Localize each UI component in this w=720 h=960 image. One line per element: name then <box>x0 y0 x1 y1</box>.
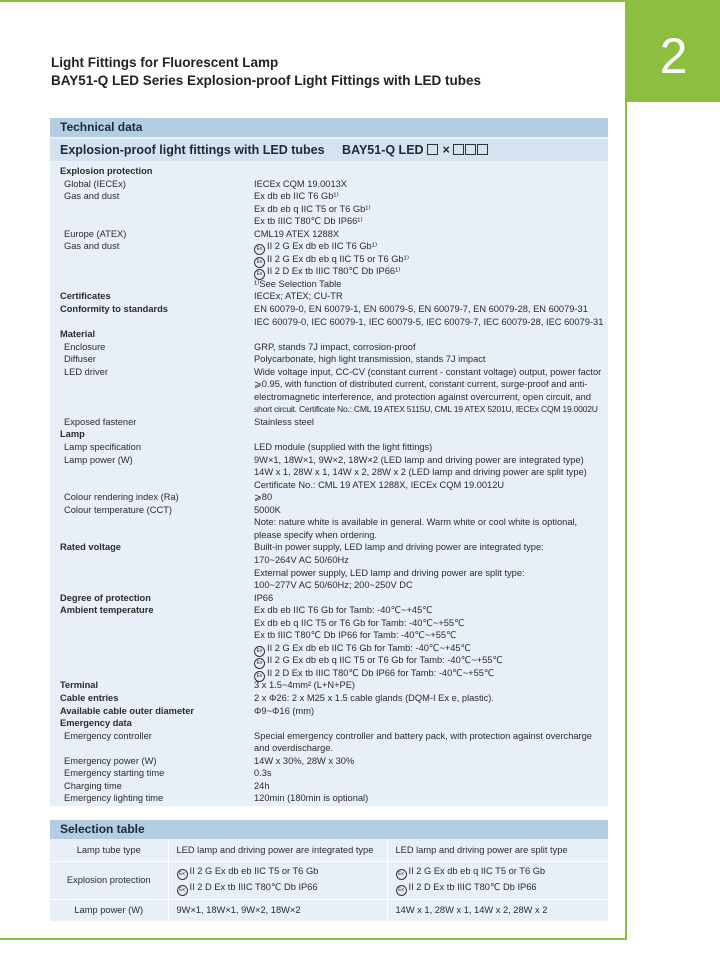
spec-row <box>50 441 608 454</box>
spec-value <box>254 792 368 805</box>
spec-label: Cable entries <box>60 692 119 703</box>
spec-value-text: Note: nature white is available in general. Warm white or cool white is optional, <box>254 517 578 528</box>
spec-label: Emergency power (W) <box>64 755 157 766</box>
chapter-number-tab: 2 <box>627 0 720 102</box>
selection-row-label: Lamp tube type <box>50 839 168 861</box>
spec-value <box>254 403 598 416</box>
spec-value-text: IEC 60079-0, IEC 60079-1, IEC 60079-5, IEC 60079-7, IEC 60079-28, IEC 60079-31 <box>254 316 604 327</box>
selection-table-panel <box>50 820 608 922</box>
selection-row <box>50 899 608 921</box>
spec-row <box>50 240 608 253</box>
spec-row <box>50 567 608 580</box>
selection-cell-text: 9W×1, 18W×1, 9W×2, 18W×2 <box>176 905 301 915</box>
spec-value-text: II 2 G Ex db eb IIC T6 Gb¹⁾ <box>267 241 378 252</box>
selection-cell <box>168 839 387 861</box>
selection-cell <box>387 839 608 861</box>
spec-value-text: Ex tb IIIC T80℃ Db IP66¹⁾ <box>254 216 363 227</box>
spec-value-text: 120min (180min is optional) <box>254 793 369 804</box>
spec-value-text: Special emergency controller and battery pack, with protection against overcharge <box>254 730 592 741</box>
spec-value <box>254 466 587 479</box>
spec-row <box>50 654 608 667</box>
selection-cell-text: LED lamp and driving power are split type <box>395 844 568 855</box>
spec-value <box>254 529 377 542</box>
spec-label: Diffuser <box>64 354 96 365</box>
spec-label: Terminal <box>60 680 99 691</box>
spec-value-text: IECEx; ATEX; CU-TR <box>254 291 343 302</box>
option-box-icon <box>453 144 464 155</box>
spec-label: Charging time <box>64 780 122 791</box>
spec-row <box>50 541 608 554</box>
selection-cell <box>387 861 608 899</box>
selection-cell <box>168 861 387 899</box>
spec-value <box>254 491 272 504</box>
spec-label: Certificates <box>60 291 111 302</box>
spec-value-text: EN 60079-0, EN 60079-1, EN 60079-5, EN 60079-7, EN 60079-28, EN 60079-31 <box>254 304 588 315</box>
spec-value <box>254 303 588 316</box>
spec-row <box>50 504 608 517</box>
spec-value <box>254 742 333 755</box>
spec-value-text: 170~264V AC 50/60Hz <box>254 554 349 565</box>
spec-value <box>254 541 544 554</box>
spec-value <box>254 767 272 780</box>
spec-row <box>50 416 608 429</box>
selection-cell-line <box>396 903 608 917</box>
ex-mark-icon: Ex <box>254 658 265 669</box>
spec-row <box>50 178 608 191</box>
spec-label: Rated voltage <box>60 542 121 553</box>
spec-value-text: Ex db eb IIC T6 Gb¹⁾ <box>254 191 339 202</box>
selection-cell-line <box>396 864 608 880</box>
spec-row <box>50 516 608 529</box>
spec-row <box>50 253 608 266</box>
spec-row <box>50 579 608 592</box>
spec-value <box>254 366 601 379</box>
spec-row <box>50 617 608 630</box>
spec-row <box>50 755 608 768</box>
spec-value <box>254 730 592 743</box>
spec-value-text: Certificate No.: CML 19 ATEX 1288X, IECEx CQM 19.0012U <box>254 479 505 490</box>
spec-value-text: Ex db eb q IIC T5 or T6 Gb for Tamb: -40℃~+55℃ <box>254 617 465 628</box>
spec-label: Lamp <box>60 429 85 440</box>
spec-row <box>50 203 608 216</box>
option-box-icon <box>477 144 488 155</box>
spec-value-text: II 2 G Ex db eb q IIC T5 or T6 Gb for Tamb: -40℃~+55℃ <box>267 655 503 666</box>
spec-label: Gas and dust <box>64 241 120 252</box>
technical-data-heading: Technical data <box>50 118 608 137</box>
ex-mark-icon: Ex <box>254 257 265 268</box>
spec-value <box>254 278 341 291</box>
spec-value <box>254 378 587 391</box>
spec-row <box>50 228 608 241</box>
spec-value-text: ⩾0.95, with function of distributed current, constant current, surge-proof and anti- <box>254 379 588 390</box>
spec-value-text: II 2 D Ex tb IIIC T80℃ Db IP66¹⁾ <box>267 266 401 277</box>
spec-value-text: and overdischarge. <box>254 743 334 754</box>
spec-value-text: Stainless steel <box>254 416 314 427</box>
spec-value-text: External power supply, LED lamp and driving power are split type: <box>254 567 525 578</box>
top-border-line <box>0 0 648 2</box>
spec-label: LED driver <box>64 366 108 377</box>
technical-data-panel <box>50 118 608 806</box>
ex-mark-icon: Ex <box>254 269 265 280</box>
spec-value-text: 3 x 1.5~4mm² (L+N+PE) <box>254 680 356 691</box>
spec-value-text: Wide voltage input, CC-CV (constant current - constant voltage) output, power factor <box>254 366 602 377</box>
spec-value-text: 24h <box>254 780 270 791</box>
bottom-border-line <box>0 938 627 940</box>
spec-label: Global (IECEx) <box>64 178 126 189</box>
page-title-line1: Light Fittings for Fluorescent Lamp <box>51 55 279 70</box>
spec-value <box>254 391 591 404</box>
spec-row <box>50 265 608 278</box>
spec-value-text: II 2 G Ex db eb IIC T6 Gb for Tamb: -40℃~+45℃ <box>267 642 471 653</box>
ex-mark-icon: Ex <box>254 671 265 682</box>
spec-value <box>254 203 371 216</box>
spec-label: Emergency controller <box>64 730 152 741</box>
spec-label: Gas and dust <box>64 191 120 202</box>
selection-row-label: Explosion protection <box>50 861 168 899</box>
spec-row <box>50 290 608 303</box>
spec-value-text: Ex tb IIIC T80℃ Db IP66 for Tamb: -40℃~+55℃ <box>254 630 457 641</box>
model-separator: × <box>442 143 450 157</box>
spec-value <box>254 215 363 228</box>
side-border-line <box>625 0 627 940</box>
technical-data-list <box>50 161 608 805</box>
selection-cell-text: II 2 D Ex tb IIIC T80℃ Db IP66 <box>408 882 537 892</box>
spec-value-text: short circuit. Certificate No.: CML 19 ATEX 5115U, CML 19 ATEX 5201U, IECEx CQM 19.0002U <box>254 404 598 415</box>
spec-value <box>254 190 339 203</box>
spec-value <box>254 516 577 529</box>
spec-value <box>254 567 525 580</box>
spec-value-text: II 2 G Ex db eb q IIC T5 or T6 Gb¹⁾ <box>267 253 409 264</box>
spec-value <box>254 228 339 241</box>
spec-row <box>50 190 608 203</box>
spec-row <box>50 679 608 692</box>
spec-value <box>254 416 314 429</box>
spec-label: Lamp specification <box>64 442 141 453</box>
spec-value-text: Ex db eb IIC T6 Gb for Tamb: -40℃~+45℃ <box>254 605 433 616</box>
spec-row <box>50 366 608 379</box>
spec-row <box>50 629 608 642</box>
spec-value-text: ¹⁾See Selection Table <box>254 278 342 289</box>
spec-value <box>254 353 486 366</box>
spec-value <box>254 178 347 191</box>
spec-row <box>50 328 608 341</box>
spec-value-text: Φ9~Φ16 (mm) <box>254 705 315 716</box>
spec-value-text: 0.3s <box>254 768 272 779</box>
spec-value-text: LED module (supplied with the light fittings) <box>254 442 433 453</box>
spec-label: Exposed fastener <box>64 416 137 427</box>
spec-value <box>254 579 413 592</box>
selection-cell-text: LED lamp and driving power are integrated type <box>176 844 374 855</box>
spec-row <box>50 792 608 805</box>
spec-value-text: CML19 ATEX 1288X <box>254 228 340 239</box>
spec-row <box>50 667 608 680</box>
ex-mark-icon: Ex <box>177 885 188 896</box>
spec-row <box>50 705 608 718</box>
spec-row <box>50 529 608 542</box>
spec-value <box>254 341 416 354</box>
spec-row <box>50 403 608 416</box>
spec-row <box>50 780 608 793</box>
model-designation <box>342 143 489 157</box>
spec-value <box>254 755 354 768</box>
spec-value <box>254 441 432 454</box>
selection-cell-line <box>177 843 386 857</box>
spec-label: Degree of protection <box>60 592 151 603</box>
spec-label: Europe (ATEX) <box>64 228 127 239</box>
spec-value-text: electromagnetic interference, and protection against overcurrent, open circuit, and <box>254 391 591 402</box>
spec-row <box>50 353 608 366</box>
spec-value-text: 14W x 1, 28W x 1, 14W x 2, 28W x 2 (LED lamp and driving power are split type) <box>254 467 587 478</box>
spec-row <box>50 303 608 316</box>
selection-cell <box>168 899 387 921</box>
selection-cell-line <box>396 880 608 896</box>
spec-row <box>50 742 608 755</box>
ex-mark-icon: Ex <box>254 646 265 657</box>
spec-value-text: GRP, stands 7J impact, corrosion-proof <box>254 341 416 352</box>
spec-row <box>50 466 608 479</box>
spec-row <box>50 692 608 705</box>
spec-label: Colour temperature (CCT) <box>64 504 172 515</box>
selection-table-heading: Selection table <box>50 820 608 839</box>
selection-row <box>50 861 608 899</box>
spec-label: Lamp power (W) <box>64 454 133 465</box>
spec-value-text: Built-in power supply, LED lamp and driving power are integrated type: <box>254 542 544 553</box>
selection-cell-text: 14W x 1, 28W x 1, 14W x 2, 28W x 2 <box>395 905 548 915</box>
spec-label: Material <box>60 329 96 340</box>
spec-value <box>254 454 584 467</box>
selection-table <box>50 839 608 922</box>
spec-row <box>50 730 608 743</box>
spec-value-text: please specify when ordering. <box>254 529 377 540</box>
spec-value <box>254 604 433 617</box>
page-title-line2: BAY51-Q LED Series Explosion-proof Light Fittings with LED tubes <box>51 73 482 88</box>
spec-value <box>254 554 349 567</box>
spec-value <box>254 679 355 692</box>
spec-value <box>254 290 343 303</box>
option-box-icon <box>427 144 438 155</box>
selection-cell-line <box>177 903 386 917</box>
spec-value-text: Polycarbonate, high light transmission, stands 7J impact <box>254 354 486 365</box>
spec-value-text: 2 x Φ26: 2 x M25 x 1.5 cable glands (DQM-I Ex e, plastic). <box>254 692 494 703</box>
spec-label: Conformity to standards <box>60 304 168 315</box>
selection-cell-line <box>396 843 608 857</box>
ex-mark-icon: Ex <box>254 244 265 255</box>
spec-row <box>50 717 608 730</box>
spec-value-text: IP66 <box>254 592 274 603</box>
spec-value <box>254 780 270 793</box>
spec-value <box>254 592 273 605</box>
spec-label: Emergency data <box>60 718 132 729</box>
spec-row <box>50 554 608 567</box>
spec-label: Explosion protection <box>60 166 153 176</box>
selection-cell-line <box>177 864 386 880</box>
spec-label: Emergency lighting time <box>64 793 164 804</box>
page-title <box>51 54 481 90</box>
spec-row <box>50 391 608 404</box>
spec-row <box>50 215 608 228</box>
spec-value <box>254 692 494 705</box>
spec-value-text: 5000K <box>254 504 281 515</box>
selection-cell-text: II 2 D Ex tb IIIC T80℃ Db IP66 <box>189 882 318 892</box>
spec-label: Ambient temperature <box>60 605 154 616</box>
ex-mark-icon: Ex <box>177 869 188 880</box>
spec-label: Colour rendering index (Ra) <box>64 492 179 503</box>
selection-cell-line <box>177 880 386 896</box>
spec-row <box>50 454 608 467</box>
spec-row <box>50 341 608 354</box>
spec-row <box>50 767 608 780</box>
selection-row <box>50 839 608 861</box>
spec-label: Emergency starting time <box>64 768 165 779</box>
spec-value-text: 9W×1, 18W×1, 9W×2, 18W×2 (LED lamp and driving power are integrated type) <box>254 454 584 465</box>
option-box-icon <box>465 144 476 155</box>
selection-cell <box>387 899 608 921</box>
spec-value <box>254 705 314 718</box>
spec-value-text: ⩾80 <box>254 492 273 503</box>
spec-row <box>50 592 608 605</box>
spec-row <box>50 278 608 291</box>
selection-row-label: Lamp power (W) <box>50 899 168 921</box>
spec-value <box>254 479 504 492</box>
technical-data-subheading <box>50 139 608 161</box>
ex-mark-icon: Ex <box>396 869 407 880</box>
spec-value-text: II 2 D Ex tb IIIC T80℃ Db IP66 for Tamb: -40℃~+55℃ <box>267 667 495 678</box>
spec-label: Enclosure <box>64 341 106 352</box>
spec-row <box>50 165 608 178</box>
spec-value-text: 100~277V AC 50/60Hz; 200~250V DC <box>254 580 413 591</box>
selection-cell-text: II 2 G Ex db eb q IIC T5 or T6 Gb <box>408 866 546 876</box>
subheading-text: Explosion-proof light fittings with LED tubes <box>60 143 325 157</box>
spec-row <box>50 316 608 329</box>
ex-mark-icon: Ex <box>396 885 407 896</box>
spec-row <box>50 642 608 655</box>
spec-row <box>50 604 608 617</box>
model-name: BAY51-Q LED <box>342 143 424 157</box>
spec-value <box>254 504 281 517</box>
spec-value-text: 14W x 30%, 28W x 30% <box>254 755 355 766</box>
spec-value-text: Ex db eb q IIC T5 or T6 Gb¹⁾ <box>254 203 371 214</box>
spec-value <box>254 617 465 630</box>
selection-cell-text: II 2 G Ex db eb IIC T5 or T6 Gb <box>189 866 319 876</box>
spec-row <box>50 378 608 391</box>
spec-row <box>50 479 608 492</box>
spec-label: Available cable outer diameter <box>60 705 194 716</box>
spec-value <box>254 629 457 642</box>
spec-row <box>50 428 608 441</box>
spec-row <box>50 491 608 504</box>
spec-value <box>254 316 603 329</box>
spec-value-text: IECEx CQM 19.0013X <box>254 178 348 189</box>
